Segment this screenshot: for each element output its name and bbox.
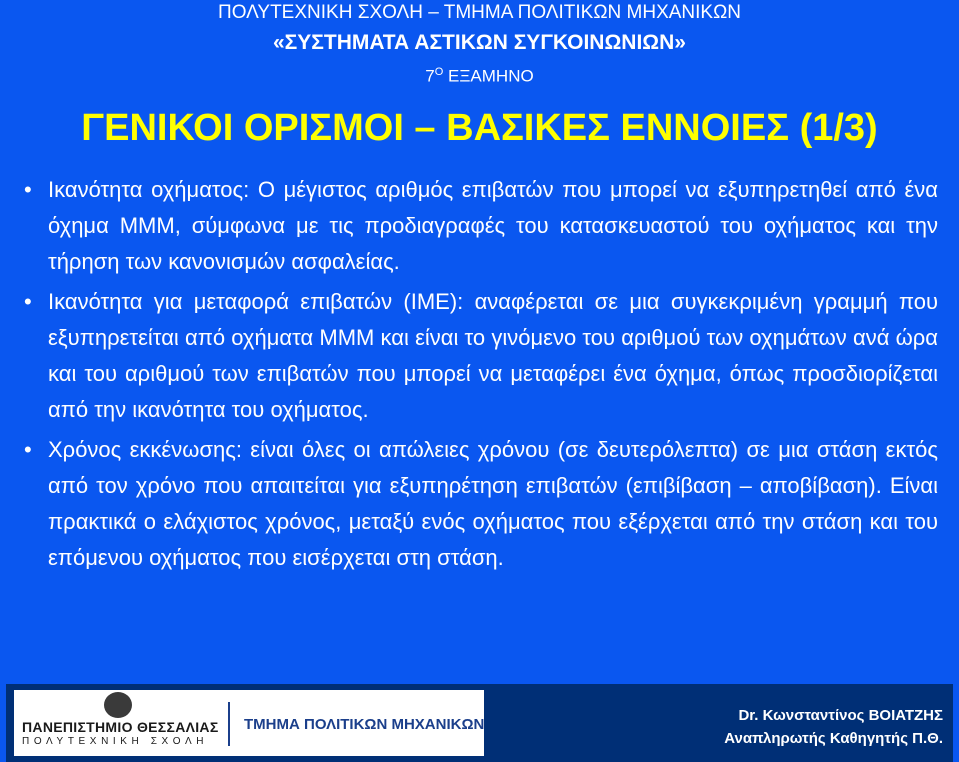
semester-line bbox=[0, 60, 959, 89]
slide-title: ΓΕΝΙΚΟΙ ΟΡΙΣΜΟΙ – ΒΑΣΙΚΕΣ ΕΝΝΟΙΕΣ (1/3) bbox=[81, 107, 878, 149]
author-block bbox=[724, 704, 943, 750]
school-name: ΠΟΛΥΤΕΧΝΙΚΗ ΣΧΟΛΗ bbox=[22, 736, 209, 747]
bullet-text: Ικανότητα για μεταφορά επιβατών (ΙΜΕ): αναφέρεται σε μια συγκεκριμένη γραμμή που εξυπηρετείται από οχήματα ΜΜΜ και είναι το γινόμενο του αριθμού των οχημάτων ανά ώρα και του αριθμού των επιβατών που μπορεί να μεταφέρει ένα όχημα, όπως προσδιορίζεται από την ικανότητα του οχήματος. bbox=[48, 289, 938, 422]
bullet-dot: • bbox=[24, 289, 32, 314]
faculty-line: ΠΟΛΥΤΕΧΝΙΚΗ ΣΧΟΛΗ – ΤΜΗΜΑ ΠΟΛΙΤΙΚΩΝ ΜΗΧΑΝΙΚΩΝ bbox=[217, 2, 742, 23]
semester-number: 7 bbox=[425, 66, 435, 86]
logo-divider bbox=[228, 702, 230, 746]
semester-ordinal: Ο bbox=[434, 66, 444, 78]
bullet-item bbox=[24, 432, 938, 576]
author-title: Αναπληρωτής Καθηγητής Π.Θ. bbox=[724, 730, 943, 747]
bullet-text: Χρόνος εκκένωσης: είναι όλες οι απώλειες χρόνου (σε δευτερόλεπτα) σε μια στάση εκτός από τον χρόνο που απαιτείται για εξυπηρέτηση επιβατών (επιβίβαση – αποβίβαση). Είναι πρακτικά ο ελάχιστος χρόνος, μεταξύ ενός οχήματος που εξέρχεται από την στάση και του επόμενου οχήματος που εισέρχεται στη στάση. bbox=[48, 437, 938, 570]
semester-word: ΕΞΑΜΗΝΟ bbox=[448, 66, 534, 86]
bullet-item bbox=[24, 284, 938, 428]
bullet-dot: • bbox=[24, 177, 32, 202]
slide-footer bbox=[6, 684, 953, 762]
course-title: «ΣΥΣΤΗΜΑΤΑ ΑΣΤΙΚΩΝ ΣΥΓΚΟΙΝΩΝΙΩΝ» bbox=[272, 31, 686, 54]
bullet-list bbox=[24, 172, 938, 580]
university-name: ΠΑΝΕΠΙΣΤΗΜΙΟ ΘΕΣΣΑΛΙΑΣ bbox=[22, 719, 219, 735]
bullet-text: Ικανότητα οχήματος: Ο μέγιστος αριθμός επιβατών που μπορεί να εξυπηρετηθεί από ένα όχημα ΜΜΜ, σύμφωνα με τις προδιαγραφές του κατασκευαστού του οχήματος και την τήρηση των κανονισμών ασφαλείας. bbox=[48, 177, 938, 274]
university-logo bbox=[14, 690, 484, 756]
author-name: Dr. Κωνσταντίνος ΒΟΙΑΤΖΗΣ bbox=[738, 707, 943, 724]
slide-header bbox=[0, 0, 959, 89]
university-seal-icon bbox=[104, 692, 132, 718]
bullet-dot: • bbox=[24, 437, 32, 462]
department-name: ΤΜΗΜΑ ΠΟΛΙΤΙΚΩΝ ΜΗΧΑΝΙΚΩΝ bbox=[244, 716, 485, 733]
bullet-item bbox=[24, 172, 938, 280]
